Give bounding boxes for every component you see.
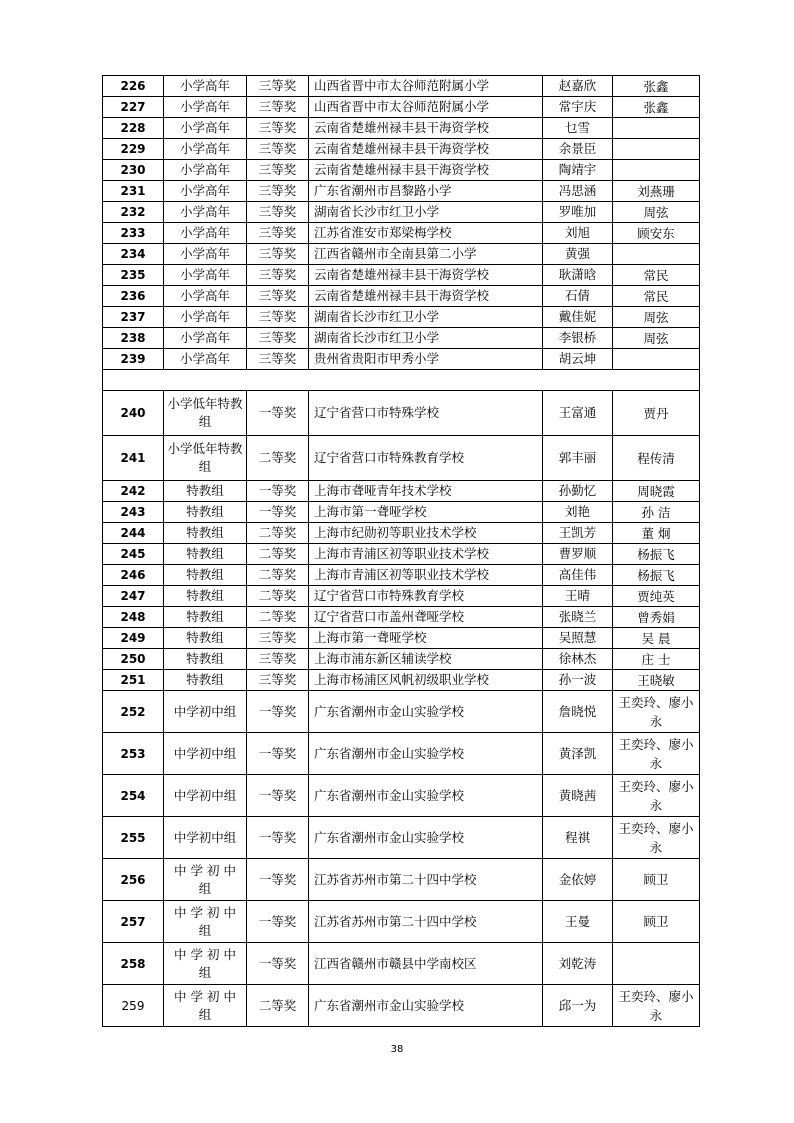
student-cell: 黄泽凯 [543, 733, 613, 775]
award-cell: 二等奖 [247, 523, 309, 544]
teacher-cell: 吴 晨 [613, 628, 700, 649]
school-cell: 上海市第一聋哑学校 [309, 628, 543, 649]
student-cell: 冯思涵 [543, 181, 613, 202]
school-cell: 江苏省苏州市第二十四中学校 [309, 859, 543, 901]
teacher-cell: 刘燕珊 [613, 181, 700, 202]
entry-number: 243 [103, 502, 164, 523]
school-cell: 广东省潮州市昌黎路小学 [309, 181, 543, 202]
table-row [103, 565, 700, 586]
award-cell: 三等奖 [247, 160, 309, 181]
award-cell: 三等奖 [247, 286, 309, 307]
school-cell: 辽宁省营口市特殊学校 [309, 391, 543, 436]
category-cell: 特教组 [164, 481, 247, 502]
award-cell: 二等奖 [247, 586, 309, 607]
category-cell: 特教组 [164, 586, 247, 607]
category-cell: 中 学 初 中 组 [164, 901, 247, 943]
award-cell: 一等奖 [247, 391, 309, 436]
table-row [103, 628, 700, 649]
student-cell: 黄强 [543, 244, 613, 265]
award-cell: 一等奖 [247, 859, 309, 901]
school-cell: 辽宁省营口市盖州聋哑学校 [309, 607, 543, 628]
student-cell: 王曼 [543, 901, 613, 943]
entry-number: 252 [103, 691, 164, 733]
school-cell: 广东省潮州市金山实验学校 [309, 985, 543, 1027]
award-cell: 二等奖 [247, 544, 309, 565]
teacher-cell [613, 244, 700, 265]
table-row [103, 307, 700, 328]
table-row [103, 286, 700, 307]
entry-number: 228 [103, 118, 164, 139]
teacher-cell: 张鑫 [613, 76, 700, 97]
student-cell: 金依婷 [543, 859, 613, 901]
table-row [103, 901, 700, 943]
table-row [103, 181, 700, 202]
school-cell: 山西省晋中市太谷师范附属小学 [309, 76, 543, 97]
student-cell: 孙一波 [543, 670, 613, 691]
school-cell: 江西省赣州市赣县中学南校区 [309, 943, 543, 985]
student-cell: 常宇庆 [543, 97, 613, 118]
student-cell: 徐林杰 [543, 649, 613, 670]
award-cell: 一等奖 [247, 502, 309, 523]
award-cell: 一等奖 [247, 733, 309, 775]
entry-number: 255 [103, 817, 164, 859]
table-row [103, 985, 700, 1027]
school-cell: 湖南省长沙市红卫小学 [309, 328, 543, 349]
teacher-cell: 董 炯 [613, 523, 700, 544]
table-row [103, 265, 700, 286]
entry-number: 242 [103, 481, 164, 502]
table-row [103, 649, 700, 670]
teacher-cell: 王奕玲、廖小永 [613, 733, 700, 775]
school-cell: 云南省楚雄州禄丰县干海资学校 [309, 160, 543, 181]
category-cell: 小学高年 [164, 265, 247, 286]
school-cell: 江西省赣州市全南县第二小学 [309, 244, 543, 265]
student-cell: 曹罗顺 [543, 544, 613, 565]
table-row [103, 691, 700, 733]
school-cell: 云南省楚雄州禄丰县干海资学校 [309, 265, 543, 286]
award-cell: 一等奖 [247, 943, 309, 985]
category-cell: 中 学 初 中 组 [164, 859, 247, 901]
entry-number: 245 [103, 544, 164, 565]
teacher-cell [613, 349, 700, 370]
school-cell: 山西省晋中市太谷师范附属小学 [309, 97, 543, 118]
table-row [103, 97, 700, 118]
table-row [103, 481, 700, 502]
category-cell: 小学高年 [164, 160, 247, 181]
teacher-cell: 周弦 [613, 307, 700, 328]
entry-number: 232 [103, 202, 164, 223]
school-cell: 湖南省长沙市红卫小学 [309, 307, 543, 328]
entry-number: 231 [103, 181, 164, 202]
school-cell: 上海市杨浦区风帆初级职业学校 [309, 670, 543, 691]
table-row [103, 817, 700, 859]
category-cell: 中 学 初 中 组 [164, 985, 247, 1027]
table-row [103, 607, 700, 628]
entry-number: 249 [103, 628, 164, 649]
teacher-cell: 张鑫 [613, 97, 700, 118]
student-cell: 郭丰丽 [543, 436, 613, 481]
section-gap-cell [103, 370, 700, 391]
school-cell: 上海市聋哑青年技术学校 [309, 481, 543, 502]
category-cell: 小学高年 [164, 286, 247, 307]
entry-number: 251 [103, 670, 164, 691]
student-cell: 邱一为 [543, 985, 613, 1027]
teacher-cell: 常民 [613, 286, 700, 307]
category-cell: 小学高年 [164, 223, 247, 244]
student-cell: 王富通 [543, 391, 613, 436]
category-cell: 小学高年 [164, 307, 247, 328]
entry-number: 237 [103, 307, 164, 328]
entry-number: 246 [103, 565, 164, 586]
category-cell: 特教组 [164, 544, 247, 565]
teacher-cell: 贾纯英 [613, 586, 700, 607]
category-cell: 特教组 [164, 565, 247, 586]
school-cell: 云南省楚雄州禄丰县干海资学校 [309, 118, 543, 139]
student-cell: 余景臣 [543, 139, 613, 160]
teacher-cell: 杨振飞 [613, 544, 700, 565]
entry-number: 236 [103, 286, 164, 307]
teacher-cell: 杨振飞 [613, 565, 700, 586]
school-cell: 广东省潮州市金山实验学校 [309, 817, 543, 859]
teacher-cell: 程传清 [613, 436, 700, 481]
school-cell: 上海市青浦区初等职业技术学校 [309, 544, 543, 565]
student-cell: 刘艳 [543, 502, 613, 523]
school-cell: 上海市青浦区初等职业技术学校 [309, 565, 543, 586]
category-cell: 小学低年特教组 [164, 436, 247, 481]
entry-number: 227 [103, 97, 164, 118]
school-cell: 上海市第一聋哑学校 [309, 502, 543, 523]
entry-number: 253 [103, 733, 164, 775]
entry-number: 259 [103, 985, 164, 1027]
award-cell: 一等奖 [247, 481, 309, 502]
teacher-cell: 庄 士 [613, 649, 700, 670]
category-cell: 特教组 [164, 649, 247, 670]
table-row [103, 76, 700, 97]
student-cell: 吴照慧 [543, 628, 613, 649]
category-cell: 小学高年 [164, 139, 247, 160]
awards-table [102, 75, 700, 1027]
entry-number: 229 [103, 139, 164, 160]
table-row [103, 139, 700, 160]
table-row [103, 943, 700, 985]
award-cell: 一等奖 [247, 901, 309, 943]
category-cell: 小学高年 [164, 97, 247, 118]
student-cell: 刘乾涛 [543, 943, 613, 985]
entry-number: 233 [103, 223, 164, 244]
category-cell: 中 学 初 中 组 [164, 943, 247, 985]
award-cell: 三等奖 [247, 181, 309, 202]
table-row [103, 544, 700, 565]
entry-number: 239 [103, 349, 164, 370]
table-row [103, 586, 700, 607]
student-cell: 张晓兰 [543, 607, 613, 628]
student-cell: 赵嘉欣 [543, 76, 613, 97]
student-cell: 王凯芳 [543, 523, 613, 544]
entry-number: 230 [103, 160, 164, 181]
table-row [103, 436, 700, 481]
category-cell: 小学高年 [164, 328, 247, 349]
teacher-cell: 周弦 [613, 328, 700, 349]
award-cell: 三等奖 [247, 649, 309, 670]
entry-number: 254 [103, 775, 164, 817]
award-cell: 三等奖 [247, 202, 309, 223]
student-cell: 胡云坤 [543, 349, 613, 370]
teacher-cell: 曾秀娟 [613, 607, 700, 628]
award-cell: 二等奖 [247, 607, 309, 628]
table-row [103, 391, 700, 436]
student-cell: 孙勤忆 [543, 481, 613, 502]
table-row [103, 328, 700, 349]
entry-number: 256 [103, 859, 164, 901]
table-row [103, 775, 700, 817]
school-cell: 辽宁省营口市特殊教育学校 [309, 586, 543, 607]
teacher-cell: 常民 [613, 265, 700, 286]
entry-number: 248 [103, 607, 164, 628]
entry-number: 235 [103, 265, 164, 286]
category-cell: 小学高年 [164, 118, 247, 139]
student-cell: 詹晓悦 [543, 691, 613, 733]
entry-number: 250 [103, 649, 164, 670]
table-row [103, 244, 700, 265]
teacher-cell: 王晓敏 [613, 670, 700, 691]
entry-number: 240 [103, 391, 164, 436]
student-cell: 乜雪 [543, 118, 613, 139]
school-cell: 湖南省长沙市红卫小学 [309, 202, 543, 223]
award-cell: 一等奖 [247, 775, 309, 817]
teacher-cell: 周弦 [613, 202, 700, 223]
student-cell: 黄晓茜 [543, 775, 613, 817]
table-row [103, 670, 700, 691]
category-cell: 小学高年 [164, 202, 247, 223]
category-cell: 特教组 [164, 502, 247, 523]
category-cell: 中学初中组 [164, 733, 247, 775]
school-cell: 云南省楚雄州禄丰县干海资学校 [309, 286, 543, 307]
entry-number: 241 [103, 436, 164, 481]
award-cell: 一等奖 [247, 817, 309, 859]
student-cell: 刘旭 [543, 223, 613, 244]
teacher-cell [613, 160, 700, 181]
award-cell: 三等奖 [247, 628, 309, 649]
student-cell: 戴佳妮 [543, 307, 613, 328]
teacher-cell: 顾卫 [613, 901, 700, 943]
student-cell: 陶靖宇 [543, 160, 613, 181]
school-cell: 广东省潮州市金山实验学校 [309, 775, 543, 817]
category-cell: 小学高年 [164, 244, 247, 265]
student-cell: 高佳伟 [543, 565, 613, 586]
table-row [103, 160, 700, 181]
student-cell: 耿潇晗 [543, 265, 613, 286]
awards-table-body [103, 76, 700, 1027]
entry-number: 247 [103, 586, 164, 607]
category-cell: 中学初中组 [164, 775, 247, 817]
table-row [103, 523, 700, 544]
award-cell: 二等奖 [247, 565, 309, 586]
student-cell: 李银桥 [543, 328, 613, 349]
award-cell: 三等奖 [247, 118, 309, 139]
teacher-cell [613, 139, 700, 160]
category-cell: 特教组 [164, 607, 247, 628]
table-row [103, 733, 700, 775]
student-cell: 罗唯加 [543, 202, 613, 223]
entry-number: 238 [103, 328, 164, 349]
school-cell: 上海市纪勋初等职业技术学校 [309, 523, 543, 544]
teacher-cell [613, 118, 700, 139]
entry-number: 226 [103, 76, 164, 97]
teacher-cell: 顾安东 [613, 223, 700, 244]
category-cell: 特教组 [164, 628, 247, 649]
award-cell: 一等奖 [247, 691, 309, 733]
teacher-cell [613, 943, 700, 985]
student-cell: 石倩 [543, 286, 613, 307]
school-cell: 上海市浦东新区辅读学校 [309, 649, 543, 670]
category-cell: 特教组 [164, 670, 247, 691]
teacher-cell: 王奕玲、廖小永 [613, 775, 700, 817]
award-cell: 三等奖 [247, 139, 309, 160]
category-cell: 小学低年特教组 [164, 391, 247, 436]
school-cell: 广东省潮州市金山实验学校 [309, 733, 543, 775]
teacher-cell: 贾丹 [613, 391, 700, 436]
category-cell: 小学高年 [164, 76, 247, 97]
teacher-cell: 王奕玲、廖小永 [613, 817, 700, 859]
category-cell: 小学高年 [164, 181, 247, 202]
award-cell: 三等奖 [247, 670, 309, 691]
table-row [103, 202, 700, 223]
school-cell: 辽宁省营口市特殊教育学校 [309, 436, 543, 481]
teacher-cell: 王奕玲、廖小永 [613, 691, 700, 733]
section-gap-row [103, 370, 700, 391]
school-cell: 贵州省贵阳市甲秀小学 [309, 349, 543, 370]
school-cell: 广东省潮州市金山实验学校 [309, 691, 543, 733]
table-row [103, 223, 700, 244]
award-cell: 三等奖 [247, 307, 309, 328]
teacher-cell: 周晓霞 [613, 481, 700, 502]
award-cell: 三等奖 [247, 244, 309, 265]
teacher-cell: 孙 洁 [613, 502, 700, 523]
category-cell: 中学初中组 [164, 691, 247, 733]
entry-number: 258 [103, 943, 164, 985]
student-cell: 王晴 [543, 586, 613, 607]
entry-number: 234 [103, 244, 164, 265]
category-cell: 中学初中组 [164, 817, 247, 859]
table-row [103, 349, 700, 370]
award-cell: 三等奖 [247, 223, 309, 244]
award-cell: 三等奖 [247, 328, 309, 349]
teacher-cell: 王奕玲、廖小永 [613, 985, 700, 1027]
award-cell: 二等奖 [247, 985, 309, 1027]
category-cell: 特教组 [164, 523, 247, 544]
school-cell: 江苏省苏州市第二十四中学校 [309, 901, 543, 943]
award-cell: 二等奖 [247, 436, 309, 481]
award-cell: 三等奖 [247, 97, 309, 118]
school-cell: 云南省楚雄州禄丰县干海资学校 [309, 139, 543, 160]
award-cell: 三等奖 [247, 76, 309, 97]
table-row [103, 859, 700, 901]
award-cell: 三等奖 [247, 349, 309, 370]
table-row [103, 118, 700, 139]
school-cell: 江苏省淮安市郑梁梅学校 [309, 223, 543, 244]
entry-number: 257 [103, 901, 164, 943]
teacher-cell: 顾卫 [613, 859, 700, 901]
category-cell: 小学高年 [164, 349, 247, 370]
page-number: 38 [390, 1044, 404, 1055]
student-cell: 程祺 [543, 817, 613, 859]
award-cell: 三等奖 [247, 265, 309, 286]
table-row [103, 502, 700, 523]
entry-number: 244 [103, 523, 164, 544]
